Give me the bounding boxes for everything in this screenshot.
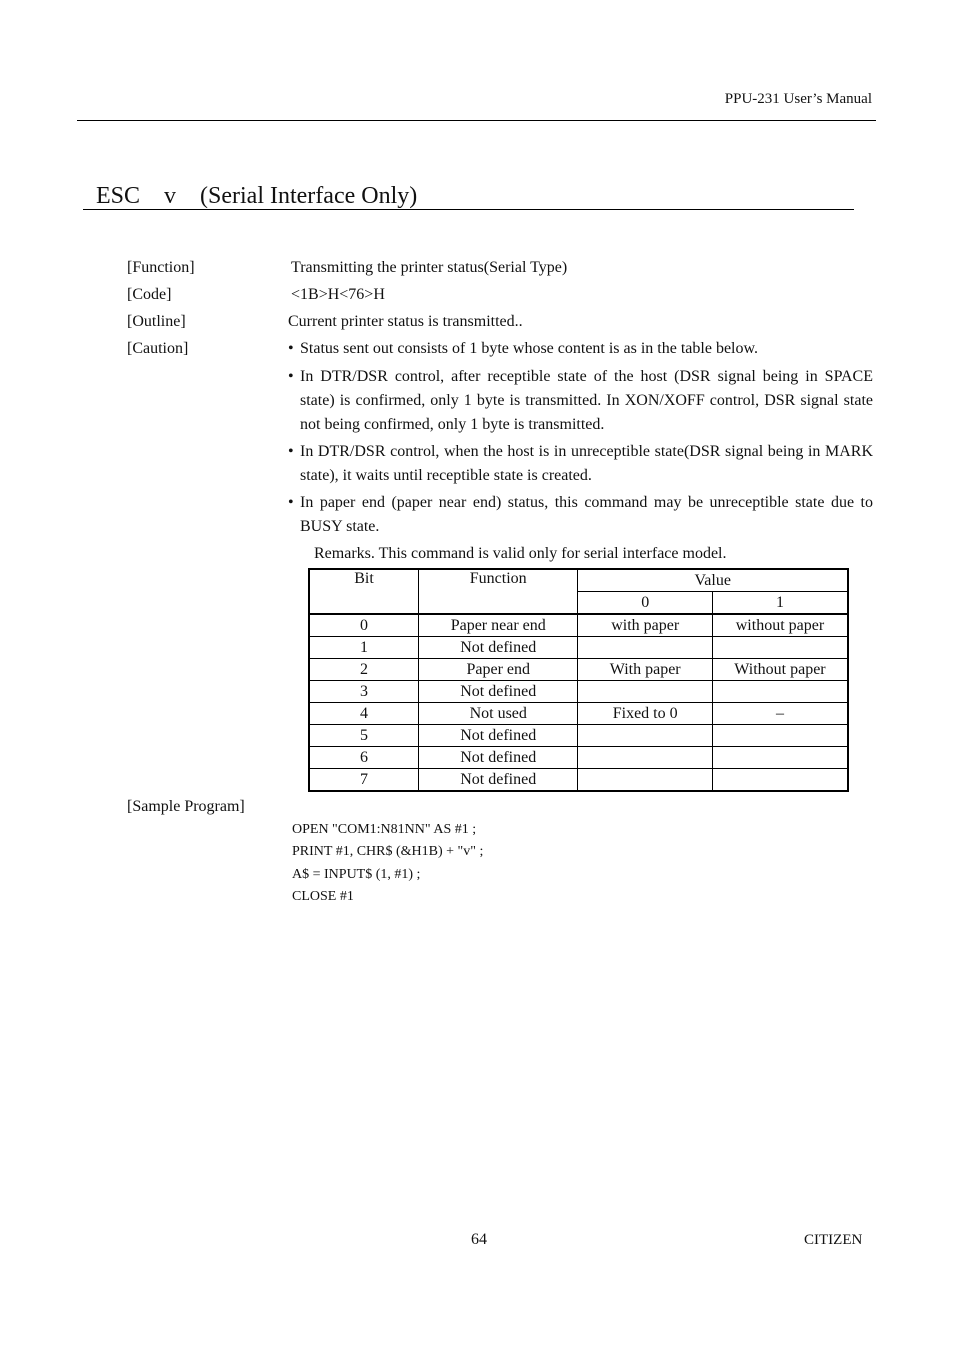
header-value-0: 0 <box>578 592 712 615</box>
header-function: Function <box>419 569 578 614</box>
page-number: 64 <box>471 1231 487 1248</box>
function-label: [Function] <box>127 259 195 276</box>
header-value-1: 1 <box>712 592 848 615</box>
cell-function: Not defined <box>419 769 578 792</box>
cell-value-0 <box>578 725 712 747</box>
cell-bit: 5 <box>309 725 419 747</box>
caution-item <box>288 440 873 488</box>
table-row <box>309 659 848 681</box>
caution-text: Status sent out consists of 1 byte whose content is as in the table below. <box>300 340 759 357</box>
cell-value-0 <box>578 769 712 792</box>
cell-bit: 4 <box>309 703 419 725</box>
caution-item <box>288 365 873 437</box>
caution-item <box>288 491 873 539</box>
table-row <box>309 725 848 747</box>
bullet-icon: • <box>288 494 294 511</box>
cell-value-0 <box>578 681 712 703</box>
cell-value-0: with paper <box>578 614 712 637</box>
section-title: ESC v (Serial Interface Only) <box>96 183 418 209</box>
header-rule <box>77 120 876 121</box>
code-label: [Code] <box>127 286 172 303</box>
code-value: <1B>H<76>H <box>291 286 385 303</box>
caution-text: In DTR/DSR control, after receptible state of the host (DSR signal being in SPACE state) is confirmed, only 1 byte is transmitted. In XON/XOFF control, DSR signal state not being confirmed, only 1 byte is transmitted. <box>300 368 873 433</box>
table-row <box>309 747 848 769</box>
outline-value: Current printer status is transmitted.. <box>288 313 523 330</box>
caution-text: In DTR/DSR control, when the host is in unreceptible state(DSR signal being in MARK state), it waits until receptible state is created. <box>300 443 873 484</box>
cell-function: Not used <box>419 703 578 725</box>
outline-label: [Outline] <box>127 313 186 330</box>
cell-bit: 0 <box>309 614 419 637</box>
cell-bit: 2 <box>309 659 419 681</box>
cell-bit: 7 <box>309 769 419 792</box>
cell-bit: 6 <box>309 747 419 769</box>
cell-bit: 1 <box>309 637 419 659</box>
cell-value-0: With paper <box>578 659 712 681</box>
table-row <box>309 769 848 792</box>
header-value: Value <box>578 569 848 592</box>
cell-value-1: – <box>712 703 848 725</box>
footer-brand: CITIZEN <box>804 1232 863 1248</box>
cell-function: Not defined <box>419 637 578 659</box>
cell-value-1 <box>712 747 848 769</box>
bullet-icon: • <box>288 340 294 357</box>
title-underline <box>83 209 854 210</box>
cell-function: Not defined <box>419 747 578 769</box>
table-row <box>309 614 848 637</box>
remarks-note: Remarks. This command is valid only for serial interface model. <box>314 545 727 562</box>
cell-value-1 <box>712 725 848 747</box>
table-row <box>309 681 848 703</box>
function-value: Transmitting the printer status(Serial Type) <box>291 259 568 276</box>
cell-value-0 <box>578 637 712 659</box>
code-line: OPEN "COM1:N81NN" AS #1 ; <box>292 822 477 837</box>
running-header: PPU-231 User’s Manual <box>724 91 872 107</box>
bullet-icon: • <box>288 368 294 385</box>
cell-function: Paper near end <box>419 614 578 637</box>
cell-value-0 <box>578 747 712 769</box>
header-bit: Bit <box>309 569 419 614</box>
code-line: A$ = INPUT$ (1, #1) ; <box>292 867 421 882</box>
cell-value-1 <box>712 637 848 659</box>
cell-value-1 <box>712 681 848 703</box>
table-row <box>309 637 848 659</box>
caution-label: [Caution] <box>127 340 189 357</box>
table-row <box>309 703 848 725</box>
sample-program-label: [Sample Program] <box>127 798 245 815</box>
cell-function: Paper end <box>419 659 578 681</box>
code-line: PRINT #1, CHR$ (&H1B) + "v" ; <box>292 844 484 859</box>
caution-item <box>288 337 873 361</box>
caution-text: In paper end (paper near end) status, this command may be unreceptible state due to BUSY state. <box>300 494 873 535</box>
cell-value-0: Fixed to 0 <box>578 703 712 725</box>
status-bit-table <box>308 568 849 792</box>
cell-value-1: without paper <box>712 614 848 637</box>
cell-bit: 3 <box>309 681 419 703</box>
cell-value-1: Without paper <box>712 659 848 681</box>
cell-function: Not defined <box>419 681 578 703</box>
code-line: CLOSE #1 <box>292 889 354 904</box>
cell-value-1 <box>712 769 848 792</box>
cell-function: Not defined <box>419 725 578 747</box>
bullet-icon: • <box>288 443 294 460</box>
